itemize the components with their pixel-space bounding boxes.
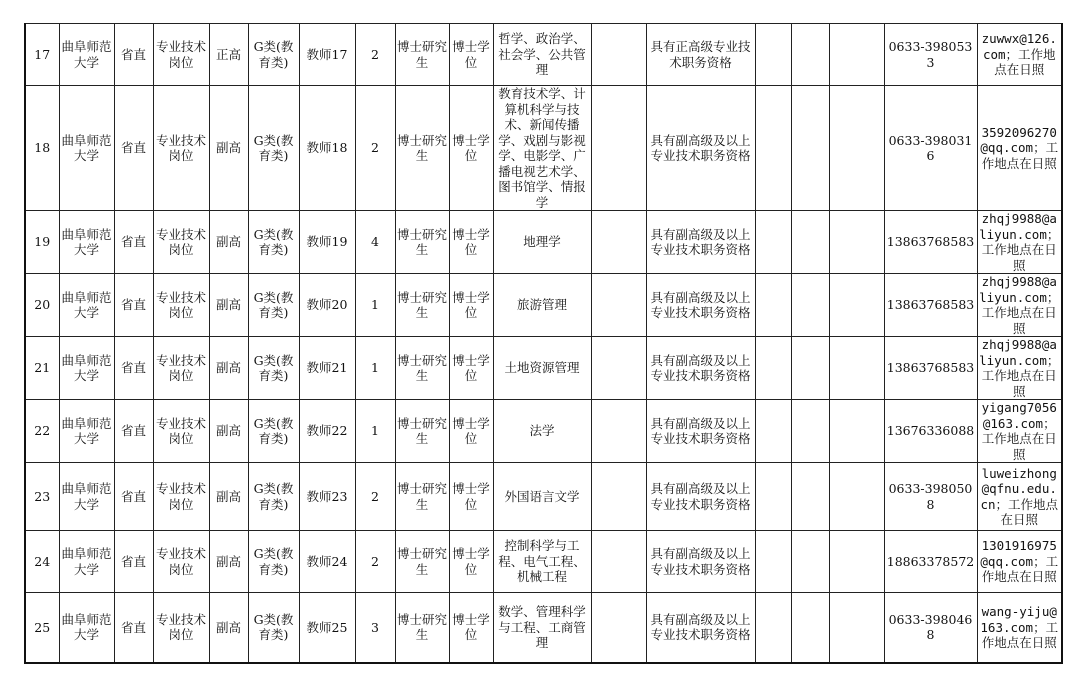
requirement-cell: 具有副高级及以上专业技术职务资格 xyxy=(646,463,755,531)
email-note: ；工作地点在日照 xyxy=(994,46,1056,78)
table-row xyxy=(25,86,1062,211)
post-type-cell: G类(教育类) xyxy=(248,400,299,463)
table-row xyxy=(25,211,1062,274)
post-category-cell: 专业技术岗位 xyxy=(153,86,209,211)
blank-cell xyxy=(791,86,829,211)
requirement-cell: 具有副高级及以上专业技术职务资格 xyxy=(646,86,755,211)
seq-cell: 18 xyxy=(25,86,59,211)
major-cell: 外国语言文学 xyxy=(493,463,591,531)
seq-cell: 20 xyxy=(25,274,59,337)
unit-cell: 曲阜师范大学 xyxy=(59,274,114,337)
count-cell: 4 xyxy=(355,211,395,274)
blank-cell xyxy=(755,593,791,663)
email-address: wang-yiju@163.com xyxy=(980,604,1057,635)
blank-cell xyxy=(591,337,646,400)
count-cell: 1 xyxy=(355,400,395,463)
blank-cell xyxy=(791,593,829,663)
post-name-cell: 教师22 xyxy=(299,400,355,463)
count-cell: 1 xyxy=(355,274,395,337)
table-row xyxy=(25,531,1062,593)
blank-cell xyxy=(829,400,884,463)
requirement-cell: 具有副高级及以上专业技术职务资格 xyxy=(646,337,755,400)
post-category-cell: 专业技术岗位 xyxy=(153,211,209,274)
post-category-cell: 专业技术岗位 xyxy=(153,274,209,337)
phone-cell: 18863378572 xyxy=(884,531,977,593)
seq-cell: 22 xyxy=(25,400,59,463)
email-address: yigang7056@163.com xyxy=(981,400,1057,431)
post-name-cell: 教师24 xyxy=(299,531,355,593)
phone-cell: 0633-3980316 xyxy=(884,86,977,211)
blank-cell xyxy=(829,24,884,86)
count-cell: 2 xyxy=(355,24,395,86)
email-address: zhqj9988@aliyun.com xyxy=(979,274,1057,305)
blank-cell xyxy=(829,211,884,274)
email-address: 1301916975@qq.com xyxy=(980,538,1057,569)
post-category-cell: 专业技术岗位 xyxy=(153,463,209,531)
phone-cell: 0633-3980533 xyxy=(884,24,977,86)
grade-cell: 副高 xyxy=(209,211,248,274)
email-address: zhqj9988@aliyun.com xyxy=(979,211,1057,242)
degree-cell: 博士学位 xyxy=(449,531,493,593)
degree-cell: 博士学位 xyxy=(449,593,493,663)
degree-cell: 博士学位 xyxy=(449,24,493,86)
post-name-cell: 教师21 xyxy=(299,337,355,400)
blank-cell xyxy=(755,531,791,593)
degree-cell: 博士学位 xyxy=(449,337,493,400)
email-note: ；工作地点在日照 xyxy=(981,553,1059,585)
post-name-cell: 教师17 xyxy=(299,24,355,86)
degree-cell: 博士学位 xyxy=(449,400,493,463)
major-cell: 旅游管理 xyxy=(493,274,591,337)
post-type-cell: G类(教育类) xyxy=(248,274,299,337)
grade-cell: 副高 xyxy=(209,531,248,593)
level-cell: 省直 xyxy=(114,274,153,337)
blank-cell xyxy=(591,86,646,211)
post-type-cell: G类(教育类) xyxy=(248,211,299,274)
post-type-cell: G类(教育类) xyxy=(248,337,299,400)
unit-cell: 曲阜师范大学 xyxy=(59,337,114,400)
blank-cell xyxy=(829,463,884,531)
degree-cell: 博士学位 xyxy=(449,86,493,211)
requirement-cell: 具有正高级专业技术职务资格 xyxy=(646,24,755,86)
email-address: zuwwx@126.com xyxy=(981,31,1057,62)
grade-cell: 副高 xyxy=(209,593,248,663)
grade-cell: 副高 xyxy=(209,463,248,531)
seq-cell: 19 xyxy=(25,211,59,274)
count-cell: 2 xyxy=(355,531,395,593)
seq-cell: 25 xyxy=(25,593,59,663)
post-name-cell: 教师18 xyxy=(299,86,355,211)
degree-cell: 博士学位 xyxy=(449,274,493,337)
blank-cell xyxy=(791,274,829,337)
level-cell: 省直 xyxy=(114,86,153,211)
blank-cell xyxy=(755,400,791,463)
blank-cell xyxy=(755,211,791,274)
post-name-cell: 教师20 xyxy=(299,274,355,337)
email-address: luweizhong@qfnu.edu.cn xyxy=(980,465,1057,512)
blank-cell xyxy=(591,593,646,663)
email-cell xyxy=(977,274,1062,337)
email-note: ；工作地点在日照 xyxy=(981,619,1059,650)
email-note: ；工作地点在日照 xyxy=(981,415,1057,462)
blank-cell xyxy=(829,593,884,663)
blank-cell xyxy=(791,337,829,400)
table-row xyxy=(25,24,1062,86)
blank-cell xyxy=(829,274,884,337)
level-cell: 省直 xyxy=(114,24,153,86)
unit-cell: 曲阜师范大学 xyxy=(59,593,114,663)
major-cell: 地理学 xyxy=(493,211,591,274)
table-row xyxy=(25,463,1062,531)
major-cell: 哲学、政治学、社会学、公共管理 xyxy=(493,24,591,86)
blank-cell xyxy=(791,24,829,86)
email-cell xyxy=(977,24,1062,86)
phone-cell: 13676336088 xyxy=(884,400,977,463)
blank-cell xyxy=(791,211,829,274)
email-cell xyxy=(977,211,1062,274)
requirement-cell: 具有副高级及以上专业技术职务资格 xyxy=(646,400,755,463)
blank-cell xyxy=(755,24,791,86)
table-row xyxy=(25,400,1062,463)
email-cell xyxy=(977,337,1062,400)
education-cell: 博士研究生 xyxy=(395,463,449,531)
education-cell: 博士研究生 xyxy=(395,337,449,400)
blank-cell xyxy=(591,531,646,593)
education-cell: 博士研究生 xyxy=(395,211,449,274)
count-cell: 3 xyxy=(355,593,395,663)
post-type-cell: G类(教育类) xyxy=(248,463,299,531)
post-category-cell: 专业技术岗位 xyxy=(153,400,209,463)
post-category-cell: 专业技术岗位 xyxy=(153,593,209,663)
blank-cell xyxy=(591,24,646,86)
post-type-cell: G类(教育类) xyxy=(248,24,299,86)
post-category-cell: 专业技术岗位 xyxy=(153,531,209,593)
unit-cell: 曲阜师范大学 xyxy=(59,211,114,274)
email-cell xyxy=(977,593,1062,663)
email-note: ；工作地点在日照 xyxy=(995,496,1059,527)
email-note: ；工作地点在日照 xyxy=(981,352,1060,399)
count-cell: 2 xyxy=(355,463,395,531)
blank-cell xyxy=(829,86,884,211)
blank-cell xyxy=(591,400,646,463)
major-cell: 教育技术学、计算机科学与技术、新闻传播学、戏剧与影视学、电影学、广播电视艺术学、图书馆学、情报学 xyxy=(493,86,591,211)
blank-cell xyxy=(829,531,884,593)
email-address: 3592096270@qq.com xyxy=(980,124,1057,156)
blank-cell xyxy=(755,337,791,400)
major-cell: 土地资源管理 xyxy=(493,337,591,400)
education-cell: 博士研究生 xyxy=(395,86,449,211)
requirement-cell: 具有副高级及以上专业技术职务资格 xyxy=(646,531,755,593)
phone-cell: 0633-3980468 xyxy=(884,593,977,663)
level-cell: 省直 xyxy=(114,531,153,593)
phone-cell: 0633-3980508 xyxy=(884,463,977,531)
education-cell: 博士研究生 xyxy=(395,24,449,86)
blank-cell xyxy=(791,400,829,463)
education-cell: 博士研究生 xyxy=(395,593,449,663)
post-name-cell: 教师23 xyxy=(299,463,355,531)
level-cell: 省直 xyxy=(114,463,153,531)
blank-cell xyxy=(791,463,829,531)
blank-cell xyxy=(591,274,646,337)
unit-cell: 曲阜师范大学 xyxy=(59,531,114,593)
email-note: ；工作地点在日照 xyxy=(981,226,1060,273)
table-row xyxy=(25,274,1062,337)
post-name-cell: 教师25 xyxy=(299,593,355,663)
major-cell: 控制科学与工程、电气工程、机械工程 xyxy=(493,531,591,593)
count-cell: 1 xyxy=(355,337,395,400)
email-cell xyxy=(977,400,1062,463)
post-category-cell: 专业技术岗位 xyxy=(153,24,209,86)
blank-cell xyxy=(829,337,884,400)
blank-cell xyxy=(791,531,829,593)
email-cell xyxy=(977,86,1062,211)
blank-cell xyxy=(755,274,791,337)
phone-cell: 13863768583 xyxy=(884,211,977,274)
seq-cell: 21 xyxy=(25,337,59,400)
grade-cell: 副高 xyxy=(209,274,248,337)
phone-cell: 13863768583 xyxy=(884,274,977,337)
post-name-cell: 教师19 xyxy=(299,211,355,274)
education-cell: 博士研究生 xyxy=(395,400,449,463)
grade-cell: 副高 xyxy=(209,86,248,211)
post-type-cell: G类(教育类) xyxy=(248,593,299,663)
requirement-cell: 具有副高级及以上专业技术职务资格 xyxy=(646,593,755,663)
level-cell: 省直 xyxy=(114,400,153,463)
unit-cell: 曲阜师范大学 xyxy=(59,400,114,463)
phone-cell: 13863768583 xyxy=(884,337,977,400)
email-note: ；工作地点在日照 xyxy=(981,140,1059,171)
degree-cell: 博士学位 xyxy=(449,463,493,531)
unit-cell: 曲阜师范大学 xyxy=(59,86,114,211)
major-cell: 法学 xyxy=(493,400,591,463)
education-cell: 博士研究生 xyxy=(395,274,449,337)
count-cell: 2 xyxy=(355,86,395,211)
degree-cell: 博士学位 xyxy=(449,211,493,274)
post-type-cell: G类(教育类) xyxy=(248,86,299,211)
seq-cell: 24 xyxy=(25,531,59,593)
requirement-cell: 具有副高级及以上专业技术职务资格 xyxy=(646,211,755,274)
email-address: zhqj9988@aliyun.com xyxy=(979,337,1057,368)
unit-cell: 曲阜师范大学 xyxy=(59,463,114,531)
blank-cell xyxy=(755,463,791,531)
level-cell: 省直 xyxy=(114,211,153,274)
unit-cell: 曲阜师范大学 xyxy=(59,24,114,86)
requirement-cell: 具有副高级及以上专业技术职务资格 xyxy=(646,274,755,337)
blank-cell xyxy=(755,86,791,211)
table-row xyxy=(25,337,1062,400)
post-type-cell: G类(教育类) xyxy=(248,531,299,593)
seq-cell: 17 xyxy=(25,24,59,86)
grade-cell: 副高 xyxy=(209,400,248,463)
email-cell xyxy=(977,531,1062,593)
seq-cell: 23 xyxy=(25,463,59,531)
blank-cell xyxy=(591,211,646,274)
education-cell: 博士研究生 xyxy=(395,531,449,593)
level-cell: 省直 xyxy=(114,593,153,663)
blank-cell xyxy=(591,463,646,531)
table-row xyxy=(25,593,1062,663)
grade-cell: 正高 xyxy=(209,24,248,86)
level-cell: 省直 xyxy=(114,337,153,400)
recruitment-table xyxy=(24,23,1063,664)
grade-cell: 副高 xyxy=(209,337,248,400)
email-note: ；工作地点在日照 xyxy=(981,289,1060,336)
email-cell xyxy=(977,463,1062,531)
major-cell: 数学、管理科学与工程、工商管理 xyxy=(493,593,591,663)
post-category-cell: 专业技术岗位 xyxy=(153,337,209,400)
